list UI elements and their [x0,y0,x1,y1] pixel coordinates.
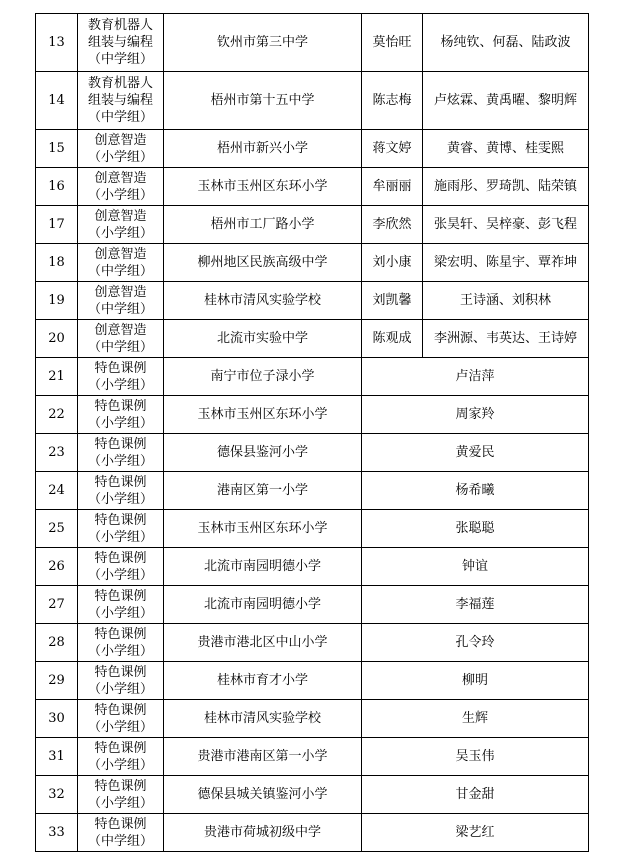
teacher-cell: 刘凯馨 [362,282,423,320]
category-line: （小学组） [87,605,153,621]
category-cell [78,14,164,72]
category-cell [78,320,164,358]
author-cell: 李福莲 [362,586,589,624]
school-cell: 梧州市工厂路小学 [164,206,362,244]
category-line: 组装与编程 [87,35,153,50]
row-number: 33 [36,814,78,852]
table-row [36,662,589,700]
school-cell: 北流市南园明德小学 [164,548,362,586]
row-number: 14 [36,72,78,130]
table-row [36,738,589,776]
table-row [36,548,589,586]
author-cell: 柳明 [362,662,589,700]
category-cell [78,358,164,396]
category-cell [78,738,164,776]
category-line: （小学组） [87,225,153,241]
table-row [36,586,589,624]
category-line: （中学组） [87,110,153,125]
author-cell: 杨希曦 [362,472,589,510]
category-line: （小学组） [87,453,153,469]
school-cell: 玉林市玉州区东环小学 [164,510,362,548]
category-cell [78,434,164,472]
category-line: 特色课例 [94,474,147,490]
author-cell: 钟谊 [362,548,589,586]
category-line: 特色课例 [94,550,147,566]
row-number: 21 [36,358,78,396]
table-row [36,168,589,206]
category-line: 特色课例 [94,626,147,642]
school-cell: 北流市南园明德小学 [164,586,362,624]
author-cell: 周家羚 [362,396,589,434]
table-row [36,358,589,396]
row-number: 26 [36,548,78,586]
table-row [36,14,589,72]
row-number: 13 [36,14,78,72]
category-line: （小学组） [87,757,153,773]
category-cell [78,776,164,814]
school-cell: 梧州市新兴小学 [164,130,362,168]
teacher-cell: 牟丽丽 [362,168,423,206]
category-cell [78,130,164,168]
school-cell: 桂林市清风实验学校 [164,282,362,320]
category-cell [78,244,164,282]
students-cell: 梁宏明、陈星宇、覃祚坤 [423,244,589,282]
category-cell [78,510,164,548]
row-number: 18 [36,244,78,282]
teacher-cell: 陈志梅 [362,72,423,130]
students-cell: 黄睿、黄博、桂雯熙 [423,130,589,168]
teacher-cell: 李欣然 [362,206,423,244]
category-line: 创意智造 [94,170,147,186]
school-cell: 贵港市港北区中山小学 [164,624,362,662]
category-line: （中学组） [87,301,153,317]
category-cell [78,206,164,244]
category-cell [78,72,164,130]
category-line: 创意智造 [94,322,147,338]
teacher-cell: 蒋文婷 [362,130,423,168]
category-line: 特色课例 [94,588,147,604]
category-line: （小学组） [87,149,153,165]
school-cell: 玉林市玉州区东环小学 [164,168,362,206]
table-row [36,320,589,358]
table-row [36,244,589,282]
category-cell [78,548,164,586]
category-line: （小学组） [87,567,153,583]
row-number: 19 [36,282,78,320]
teacher-cell: 莫怡旺 [362,14,423,72]
category-line: （小学组） [87,491,153,507]
category-line: （中学组） [87,52,153,67]
teacher-cell: 刘小康 [362,244,423,282]
row-number: 30 [36,700,78,738]
category-line: 创意智造 [94,208,147,224]
school-cell: 德保县城关镇鉴河小学 [164,776,362,814]
row-number: 29 [36,662,78,700]
row-number: 15 [36,130,78,168]
category-line: 特色课例 [94,360,147,376]
category-line: 特色课例 [94,436,147,452]
row-number: 25 [36,510,78,548]
category-line: 特色课例 [94,702,147,718]
table-row [36,206,589,244]
award-table-body [36,14,589,852]
category-line: 组装与编程 [87,93,153,108]
category-cell [78,662,164,700]
category-cell [78,624,164,662]
author-cell: 甘金甜 [362,776,589,814]
category-line: 特色课例 [94,512,147,528]
school-cell: 桂林市清风实验学校 [164,700,362,738]
category-line: 特色课例 [94,740,147,756]
students-cell: 王诗涵、刘积林 [423,282,589,320]
table-row [36,776,589,814]
school-cell: 南宁市位子渌小学 [164,358,362,396]
category-line: 创意智造 [94,246,147,262]
table-row [36,72,589,130]
students-cell: 张昊轩、吴梓豪、彭飞程 [423,206,589,244]
author-cell: 吴玉伟 [362,738,589,776]
category-line: （小学组） [87,681,153,697]
author-cell: 梁艺红 [362,814,589,852]
table-row [36,434,589,472]
school-cell: 港南区第一小学 [164,472,362,510]
row-number: 32 [36,776,78,814]
category-line: （小学组） [87,529,153,545]
category-line: （小学组） [87,377,153,393]
category-line: （小学组） [87,415,153,431]
author-cell: 卢洁萍 [362,358,589,396]
category-line: 特色课例 [94,778,147,794]
category-cell [78,700,164,738]
students-cell: 卢炫霖、黄禹曜、黎明辉 [423,72,589,130]
category-line: 教育机器人 [87,18,153,33]
author-cell: 张聪聪 [362,510,589,548]
table-row [36,510,589,548]
category-line: （小学组） [87,187,153,203]
row-number: 22 [36,396,78,434]
school-cell: 柳州地区民族高级中学 [164,244,362,282]
table-row [36,624,589,662]
row-number: 23 [36,434,78,472]
row-number: 16 [36,168,78,206]
school-cell: 北流市实验中学 [164,320,362,358]
category-line: （小学组） [87,643,153,659]
table-row [36,700,589,738]
table-row [36,396,589,434]
category-cell [78,472,164,510]
category-line: （中学组） [87,263,153,279]
category-cell [78,586,164,624]
students-cell: 李洲源、韦英达、王诗婷 [423,320,589,358]
school-cell: 桂林市育才小学 [164,662,362,700]
students-cell: 施雨彤、罗琦凯、陆荣镇 [423,168,589,206]
category-cell [78,396,164,434]
category-line: 创意智造 [94,132,147,148]
row-number: 20 [36,320,78,358]
category-line: （中学组） [87,339,153,355]
table-row [36,814,589,852]
teacher-cell: 陈观成 [362,320,423,358]
category-line: 特色课例 [94,398,147,414]
category-line: （小学组） [87,795,153,811]
school-cell: 贵港市港南区第一小学 [164,738,362,776]
author-cell: 孔令玲 [362,624,589,662]
table-row [36,282,589,320]
author-cell: 生辉 [362,700,589,738]
school-cell: 德保县鉴河小学 [164,434,362,472]
category-line: （中学组） [87,833,153,849]
row-number: 31 [36,738,78,776]
school-cell: 钦州市第三中学 [164,14,362,72]
category-line: 教育机器人 [87,76,153,91]
row-number: 28 [36,624,78,662]
school-cell: 梧州市第十五中学 [164,72,362,130]
row-number: 27 [36,586,78,624]
row-number: 24 [36,472,78,510]
category-cell [78,814,164,852]
row-number: 17 [36,206,78,244]
table-row [36,472,589,510]
table-row [36,130,589,168]
category-line: （小学组） [87,719,153,735]
award-table [35,13,589,852]
category-line: 特色课例 [94,816,147,832]
author-cell: 黄爱民 [362,434,589,472]
school-cell: 贵港市荷城初级中学 [164,814,362,852]
students-cell: 杨纯钦、何磊、陆政波 [423,14,589,72]
category-line: 特色课例 [94,664,147,680]
category-cell [78,282,164,320]
school-cell: 玉林市玉州区东环小学 [164,396,362,434]
category-cell [78,168,164,206]
category-line: 创意智造 [94,284,147,300]
